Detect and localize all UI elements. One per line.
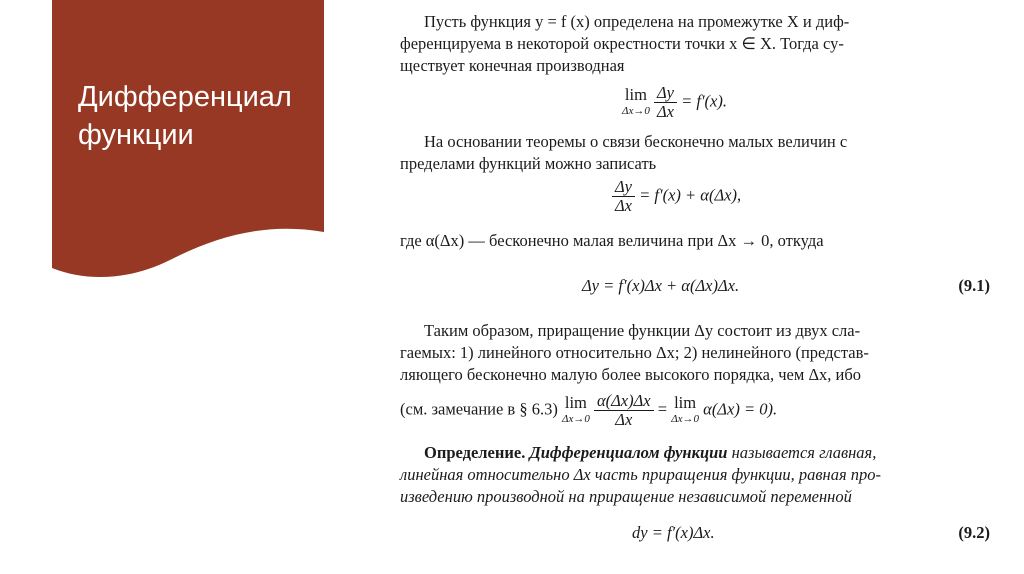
equation-9-1: Δy = f′(x)Δx + α(Δx)Δx. [582, 276, 740, 295]
paragraph-3 [400, 230, 990, 252]
limit-label: lim [564, 392, 587, 412]
fraction-denominator: Δx [615, 196, 633, 215]
definition-line-1-rest: называется главная, [731, 443, 877, 462]
fraction-denominator: Δx [615, 410, 633, 429]
definition-line-2: линейная относительно Δx часть приращения функции, равная про- [400, 465, 882, 484]
paragraph-4-line-4 [400, 392, 777, 429]
paragraph-2-line-1: На основании теоремы о связи бесконечно малых величин с [424, 132, 848, 151]
fraction-numerator: Δy [612, 178, 635, 197]
equation-number-9-2: (9.2) [958, 523, 990, 542]
fraction [654, 84, 677, 121]
fraction-denominator: Δx [656, 102, 674, 121]
paragraph-1-line-2: ференцируема в некоторой окрестности точки x ∈ X. Тогда су- [400, 34, 844, 53]
limit-label: lim [624, 84, 647, 104]
equation-number-9-1: (9.1) [958, 276, 990, 295]
fraction [612, 178, 635, 215]
fraction-numerator: α(Δx)Δx [594, 392, 654, 411]
fraction-numerator: Δy [654, 84, 677, 103]
paragraph-4-line-2: гаемых: 1) линейного относительно Δx; 2) нелинейного (представ- [400, 343, 869, 362]
slide-title [78, 78, 318, 154]
equals-sign: = [657, 399, 668, 419]
limit-subscript: Δx→0 [561, 412, 590, 425]
equation-rhs: = f′(x) + α(Δx), [639, 185, 742, 205]
slide-title-line-2: функции [78, 119, 194, 151]
equation-increment-ratio [612, 178, 741, 215]
paragraph-3-line-1: где α(Δx) — бесконечно малая величина при Δx → 0, откуда [400, 231, 824, 250]
limit-operator-2 [671, 392, 700, 427]
definition-term: Дифференциалом функции [529, 443, 728, 462]
textbook-page [400, 0, 1000, 574]
limit-subscript: Δx→0 [622, 104, 650, 117]
definition-line-1 [400, 442, 990, 464]
paragraph-2-line-2: пределами функций можно записать [400, 154, 657, 173]
paragraph-4-line-3: ляющего бесконечно малую более высокого порядка, чем Δx, ибо [400, 365, 862, 384]
equation-rhs: = f′(x). [681, 91, 727, 111]
limit-subscript: Δx→0 [671, 412, 700, 425]
definition-label: Определение. [424, 443, 526, 462]
limit-operator [622, 84, 650, 119]
paragraph-2 [400, 131, 990, 175]
paragraph-1 [400, 11, 990, 77]
reference-remark: (см. замечание в § 6.3) [400, 399, 558, 419]
definition-line-3: изведению производной на приращение независимой переменной [400, 487, 852, 506]
paragraph-4-line-1: Таким образом, приращение функции Δy состоит из двух сла- [424, 321, 861, 340]
limit-operator-1 [561, 392, 590, 427]
definition-paragraph [400, 442, 990, 508]
slide-title-line-1: Дифференциал [78, 81, 292, 113]
equation-9-2: dy = f′(x)Δx. [632, 523, 715, 542]
limit-label: lim [674, 392, 697, 412]
limit-result: α(Δx) = 0). [703, 399, 778, 419]
paragraph-1-line-3: ществует конечная производная [400, 56, 625, 75]
paragraph-4 [400, 320, 990, 386]
paragraph-1-line-1: Пусть функция y = f (x) определена на промежутке X и диф- [424, 12, 850, 31]
equation-derivative-limit [622, 84, 727, 121]
fraction [594, 392, 654, 429]
